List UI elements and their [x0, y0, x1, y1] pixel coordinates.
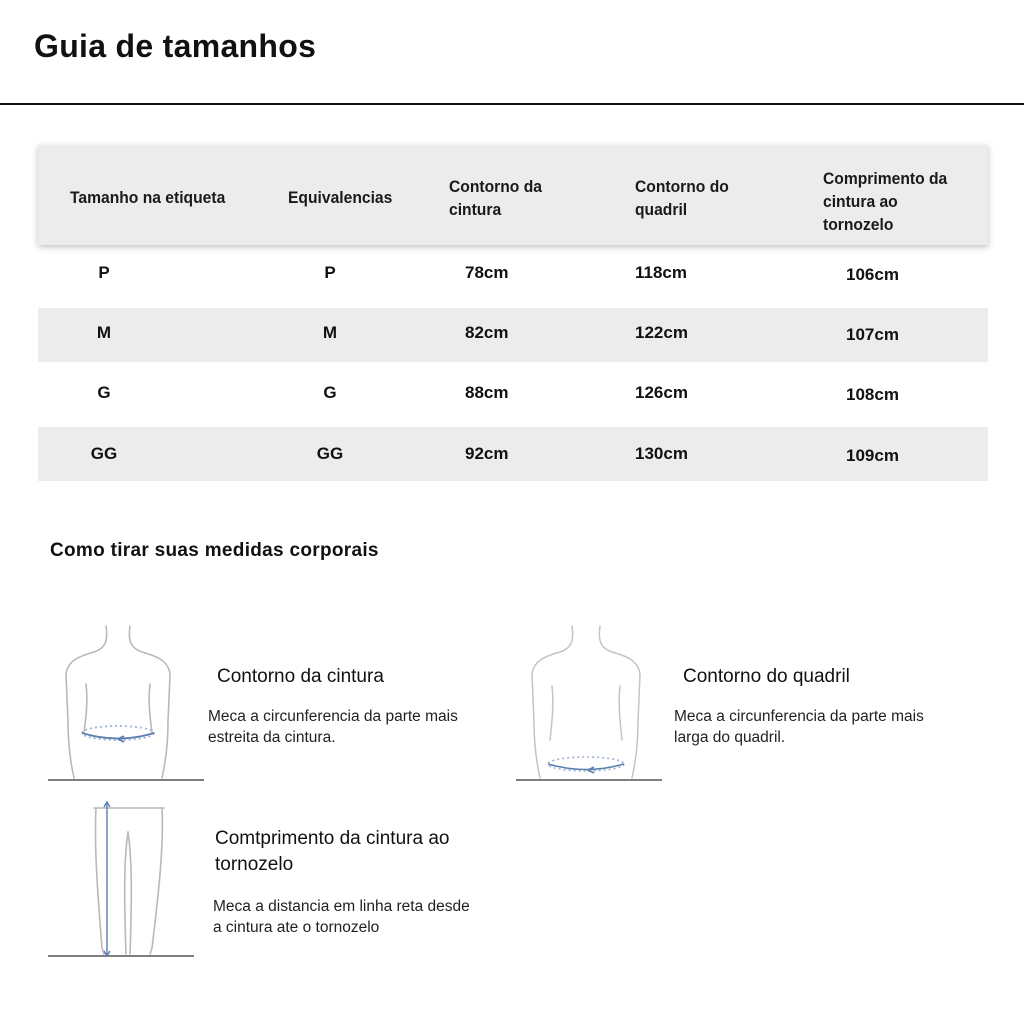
cell-size: G — [97, 383, 111, 402]
table-row — [38, 427, 988, 481]
cell-hip: 130cm — [635, 444, 688, 463]
cell-length: 106cm — [846, 265, 899, 284]
table-row — [38, 366, 988, 420]
cell-hip: 118cm — [635, 263, 687, 282]
cell-length: 107cm — [846, 325, 899, 344]
cell-equivalence: M — [322, 323, 338, 342]
page-title: Guia de tamanhos — [34, 28, 317, 64]
header-hip: Contorno do quadril — [635, 177, 729, 219]
hip-title: Contorno do quadril — [683, 666, 850, 687]
table-row — [38, 308, 988, 362]
header-equivalences: Equivalencias — [288, 188, 393, 207]
header-waist: Contorno da cintura — [449, 177, 542, 219]
cell-equivalence: G — [323, 383, 337, 402]
size-table-header — [38, 145, 988, 245]
waist-figure-icon — [44, 622, 206, 784]
cell-waist: 92cm — [465, 444, 509, 463]
cell-hip: 122cm — [635, 323, 688, 342]
cell-waist: 78cm — [465, 263, 509, 282]
title-divider — [0, 103, 1024, 105]
cell-waist: 82cm — [465, 323, 509, 342]
howto-title: Como tirar suas medidas corporais — [50, 540, 379, 561]
header-size-label: Tamanho na etiqueta — [70, 188, 226, 207]
table-row — [38, 246, 988, 300]
length-figure-icon — [44, 798, 200, 994]
cell-waist: 88cm — [465, 383, 509, 402]
hip-figure-icon — [514, 622, 664, 784]
cell-length: 108cm — [846, 385, 899, 404]
cell-size: M — [96, 323, 112, 342]
cell-size: P — [98, 263, 110, 282]
hip-description: Meca a circunferencia da parte mais larga do quadril. — [674, 708, 924, 746]
cell-hip: 126cm — [635, 383, 688, 402]
cell-equivalence: GG — [316, 444, 344, 463]
waist-description: Meca a circunferencia da parte mais estreita da cintura. — [208, 708, 458, 746]
waist-title: Contorno da cintura — [217, 666, 384, 687]
header-length: Comprimento da cintura ao tornozelo — [823, 169, 948, 234]
cell-length: 109cm — [846, 446, 899, 465]
cell-equivalence: P — [324, 263, 336, 282]
length-description: Meca a distancia em linha reta desde a cintura ate o tornozelo — [213, 898, 470, 936]
length-title: Comtprimento da cintura ao tornozelo — [215, 828, 450, 875]
cell-size: GG — [90, 444, 118, 463]
